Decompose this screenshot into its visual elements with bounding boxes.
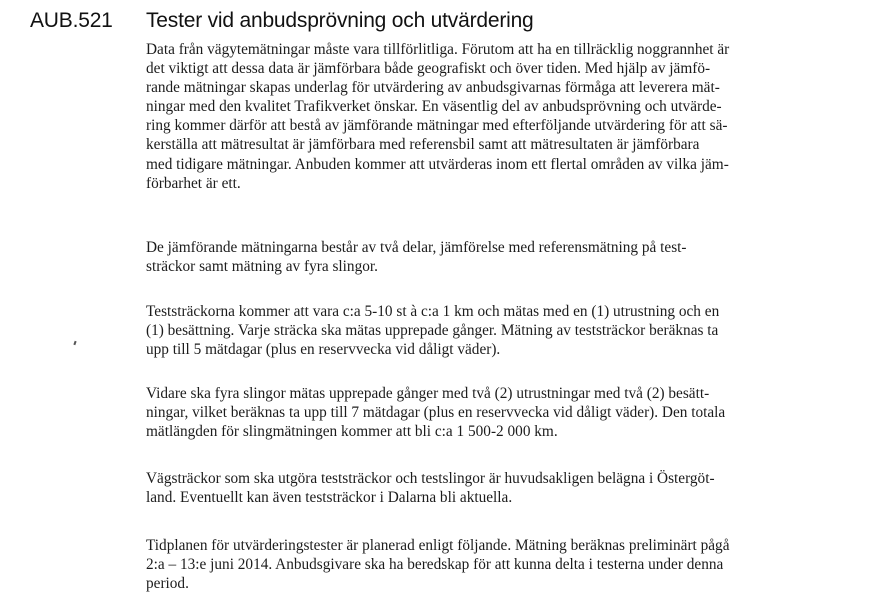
text-line: med tidigare mätningar. Anbuden kommer att utvärderas inom ett flertal områden av vilka jäm- — [146, 155, 729, 173]
text-line: rande mätningar skapas underlag för utvärdering av anbudsgivarnas förmåga att leverera mät- — [146, 79, 720, 97]
text-line: 2:a – 13:e juni 2014. Anbudsgivare ska ha beredskap för att kunna delta i testerna under denna — [146, 556, 724, 574]
text-line: period. — [146, 575, 189, 593]
text-line: upp till 5 mätdagar (plus en reservvecka vid dåligt väder). — [146, 341, 501, 359]
text-line: sträckor samt mätning av fyra slingor. — [146, 258, 378, 276]
section-number: AUB.521 — [30, 9, 113, 32]
text-line: ningar, vilket beräknas ta upp till 7 mätdagar (plus en reservvecka vid dåligt väder). Den totala — [146, 404, 726, 422]
text-line: (1) besättning. Varje sträcka ska mätas upprepade gånger. Mätning av teststräckor beräknas ta — [146, 322, 719, 340]
text-line: Vägsträckor som ska utgöra teststräckor och testslingor är huvudsakligen belägna i Östergöt- — [146, 470, 715, 487]
paragraph-data-reliability — [146, 40, 851, 193]
text-line: Vidare ska fyra slingor mätas upprepade gånger med två (2) utrustningar med två (2) besätt- — [146, 385, 710, 402]
text-line: kerställa att mätresultat är jämförbara med referensbil samt att mätresultaten är jämförbara — [146, 136, 700, 154]
text-line: land. Eventuellt kan även teststräckor i Dalarna bli aktuella. — [146, 489, 513, 507]
paragraph-test-sections — [146, 302, 851, 359]
text-line: Data från vägytemätningar måste vara tillförlitliga. Förutom att ha en tillräcklig noggrannhet är — [146, 41, 730, 58]
text-line: Tidplanen för utvärderingstester är planerad enligt följande. Mätning beräknas preliminärt pågå — [146, 537, 730, 554]
text-line: förbarhet är ett. — [146, 174, 241, 192]
text-line: ring kommer därför att bestå av jämförande mätningar med efterföljande utvärdering för att sä- — [146, 117, 728, 135]
text-line: mätlängden för slingmätningen kommer att bli c:a 1 500-2 000 km. — [146, 423, 558, 441]
text-line: Teststräckorna kommer att vara c:a 5-10 st à c:a 1 km och mätas med en (1) utrustning och en — [146, 303, 720, 320]
text-line: De jämförande mätningarna består av två delar, jämförelse med referensmätning på test- — [146, 239, 687, 256]
paragraph-schedule — [146, 536, 851, 593]
paragraph-loops — [146, 384, 851, 441]
text-line: det viktigt att dessa data är jämförbara både geografiskt och över tiden. Med hjälp av jämfö- — [146, 60, 711, 78]
paragraph-road-locations — [146, 469, 851, 507]
section-title: Tester vid anbudsprövning och utvärdering — [146, 9, 534, 32]
stray-mark — [73, 341, 76, 345]
paragraph-comparative-measurements — [146, 238, 851, 276]
text-line: ningar med den kvalitet Trafikverket önskar. En väsentlig del av anbudsprövning och utvärde- — [146, 98, 722, 116]
